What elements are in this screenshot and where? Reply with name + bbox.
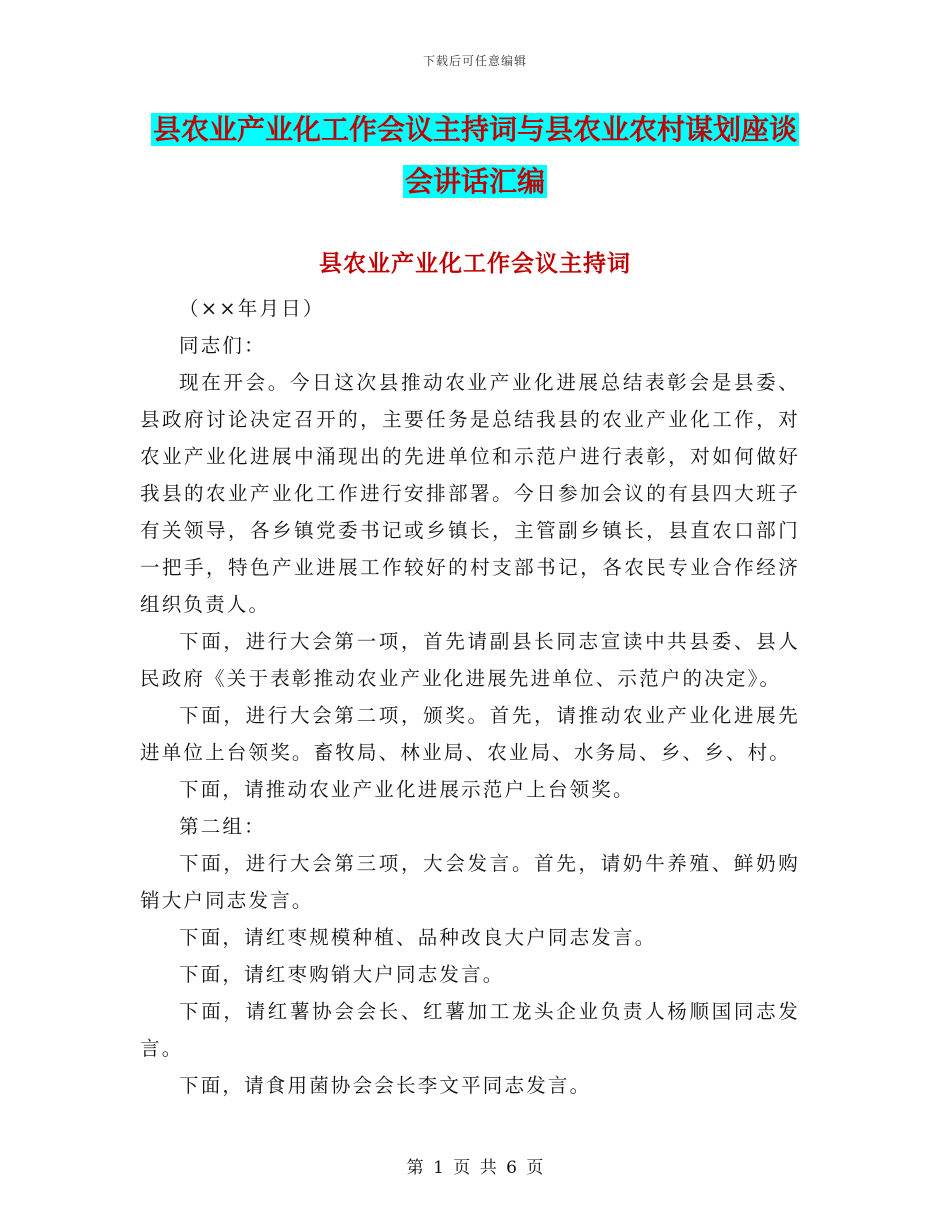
date-line: （××年月日）: [179, 297, 325, 320]
body-paragraph: 第二组：: [179, 815, 266, 838]
salutation: 同志们：: [179, 334, 266, 357]
body-paragraph: 下面，进行大会第三项，大会发言。首先，请奶牛养殖、鲜奶购销大户同志发言。: [140, 852, 800, 912]
body-paragraph: 下面，请红枣购销大户同志发言。: [179, 963, 505, 986]
page-header-note: 下载后可任意编辑: [422, 54, 527, 68]
section-title: 县农业产业化工作会议主持词: [319, 250, 631, 277]
document-body: [140, 290, 800, 1104]
body-paragraph: 现在开会。今日这次县推动农业产业化进展总结表彰会是县委、县政府讨论决定召开的，主要任务是总结我县的农业产业化工作，对农业产业化进展中涌现出的先进单位和示范户进行表彰，对如何做好我县的农业产业化工作进行安排部署。今日参加会议的有县四大班子有关领导，各乡镇党委书记或乡镇长，主管副乡镇长，县直农口部门一把手，特色产业进展工作较好的村支部书记，各农民专业合作经济组织负责人。: [140, 371, 800, 616]
page-number-footer: 第 1 页 共 6 页: [406, 1158, 544, 1178]
body-paragraph: 下面，请推动农业产业化进展示范户上台领奖。: [179, 778, 635, 801]
document-title-line-1: 县农业产业化工作会议主持词与县农业农村谋划座谈: [152, 113, 797, 146]
body-paragraph: 下面，请食用菌协会会长李文平同志发言。: [179, 1074, 592, 1097]
document-title: [140, 104, 810, 208]
body-paragraph: 下面，进行大会第二项，颁奖。首先，请推动农业产业化进展先进单位上台领奖。畜牧局、林业局、农业局、水务局、乡、乡、村。: [140, 704, 800, 764]
body-paragraph: 下面，请红枣规模种植、品种改良大户同志发言。: [179, 926, 657, 949]
document-title-line-2: 会讲话汇编: [404, 165, 545, 198]
body-paragraph: 下面，请红薯协会会长、红薯加工龙头企业负责人杨顺国同志发言。: [140, 1000, 800, 1060]
body-paragraph: 下面，进行大会第一项，首先请副县长同志宣读中共县委、县人民政府《关于表彰推动农业产业化进展先进单位、示范户的决定》。: [140, 630, 800, 690]
